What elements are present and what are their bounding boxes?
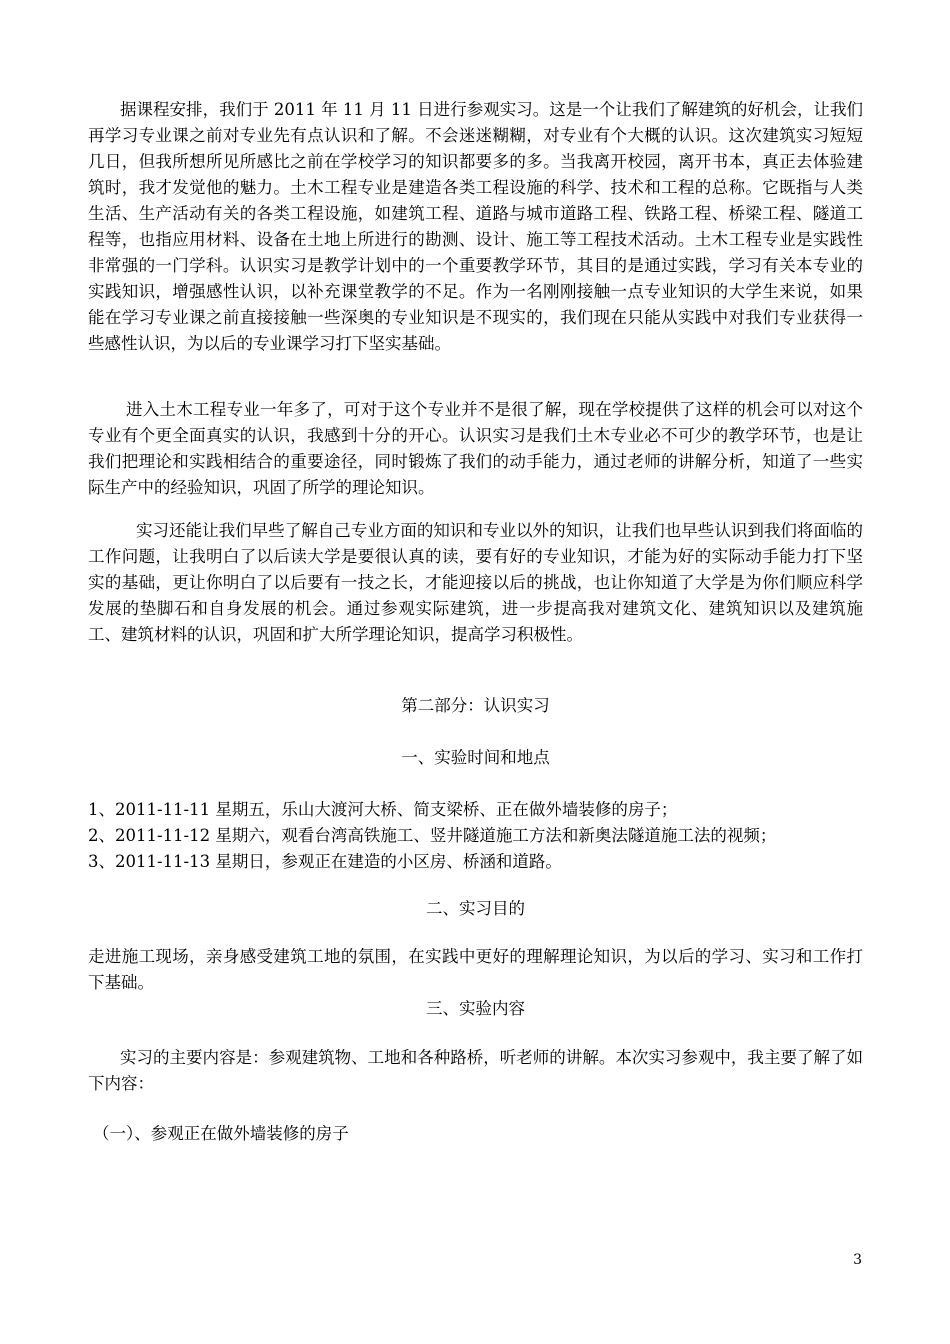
heading-part-two: 第二部分：认识实习 [401,696,550,715]
paragraph-purpose: 走进施工现场，亲身感受建筑工地的氛围，在实践中更好的理解理论知识，为以后的学习、实习和工作打下基础。 [88,947,863,992]
subsection-title: （一）、参观正在做外墙装修的房子 [93,1124,349,1143]
heading-time-location: 一、实验时间和地点 [401,748,550,767]
heading-content: 三、实验内容 [426,999,525,1018]
paragraph-motivation: 进入土木工程专业一年多了，可对于这个专业并不是很了解，现在学校提供了这样的机会可以对这个专业有个更全面真实的认识，我感到十分的开心。认识实习是我们土木专业必不可少的教学环节，也是让我们把理论和实践相结合的重要途径，同时锻炼了我们的动手能力，通过老师的讲解分析，知道了一些实际生产中的经验知识，巩固了所学的理论知识。 [88,400,863,497]
list-item: 3、2011-11-13 星期日，参观正在建造的小区房、桥涵和道路。 [88,852,562,871]
schedule-list [88,797,863,875]
paragraph-intro: 据课程安排，我们于 2011 年 11 月 11 日进行参观实习。这是一个让我们了解建筑的好机会，让我们再学习专业课之前对专业先有点认识和了解。不会迷迷糊糊，对专业有个大概的认识。这次建筑实习短短几日，但我所想所见所感比之前在学校学习的知识都要多的多。当我离开校园，离开书本，真正去体验建筑时，我才发觉他的魅力。土木工程专业是建造各类工程设施的科学、技术和工程的总称。它既指与人类生活、生产活动有关的各类工程设施，如建筑工程、道路与城市道路工程、铁路工程、桥梁工程、隧道工程等，也指应用材料、设备在土地上所进行的勘测、设计、施工等工程技术活动。土木工程专业是实践性非常强的一门学科。认识实习是教学计划中的一个重要教学环节，其目的是通过实践，学习有关本专业的实践知识，增强感性认识，以补充课堂教学的不足。作为一名刚刚接触一点专业知识的大学生来说，如果能在学习专业课之前直接接触一些深奥的专业知识是不现实的，我们现在只能从实践中对我们专业获得一些感性认识，为以后的专业课学习打下坚实基础。 [88,100,863,353]
list-item: 1、2011-11-11 星期五，乐山大渡河大桥、简支梁桥、正在做外墙装修的房子； [88,800,678,819]
list-item: 2、2011-11-12 星期六，观看台湾高铁施工、竖井隧道施工方法和新奥法隧道施工法的视频； [88,826,777,845]
paragraph-content-intro: 实习的主要内容是：参观建筑物、工地和各种路桥，听老师的讲解。本次实习参观中，我主要了解了如下内容： [88,1048,863,1093]
heading-purpose: 二、实习目的 [426,899,525,918]
paragraph-benefits: 实习还能让我们早些了解自己专业方面的知识和专业以外的知识，让我们也早些认识到我们将面临的工作问题，让我明白了以后读大学是要很认真的读，要有好的专业知识，才能为好的实际动手能力打下坚实的基础，更让你明白了以后要有一技之长，才能迎接以后的挑战，也让你知道了大学是为你们顺应科学发展的垫脚石和自身发展的机会。通过参观实际建筑，进一步提高我对建筑文化、建筑知识以及建筑施工、建筑材料的认识，巩固和扩大所学理论知识，提高学习积极性。 [88,521,863,644]
page-number: 3 [853,1252,862,1268]
